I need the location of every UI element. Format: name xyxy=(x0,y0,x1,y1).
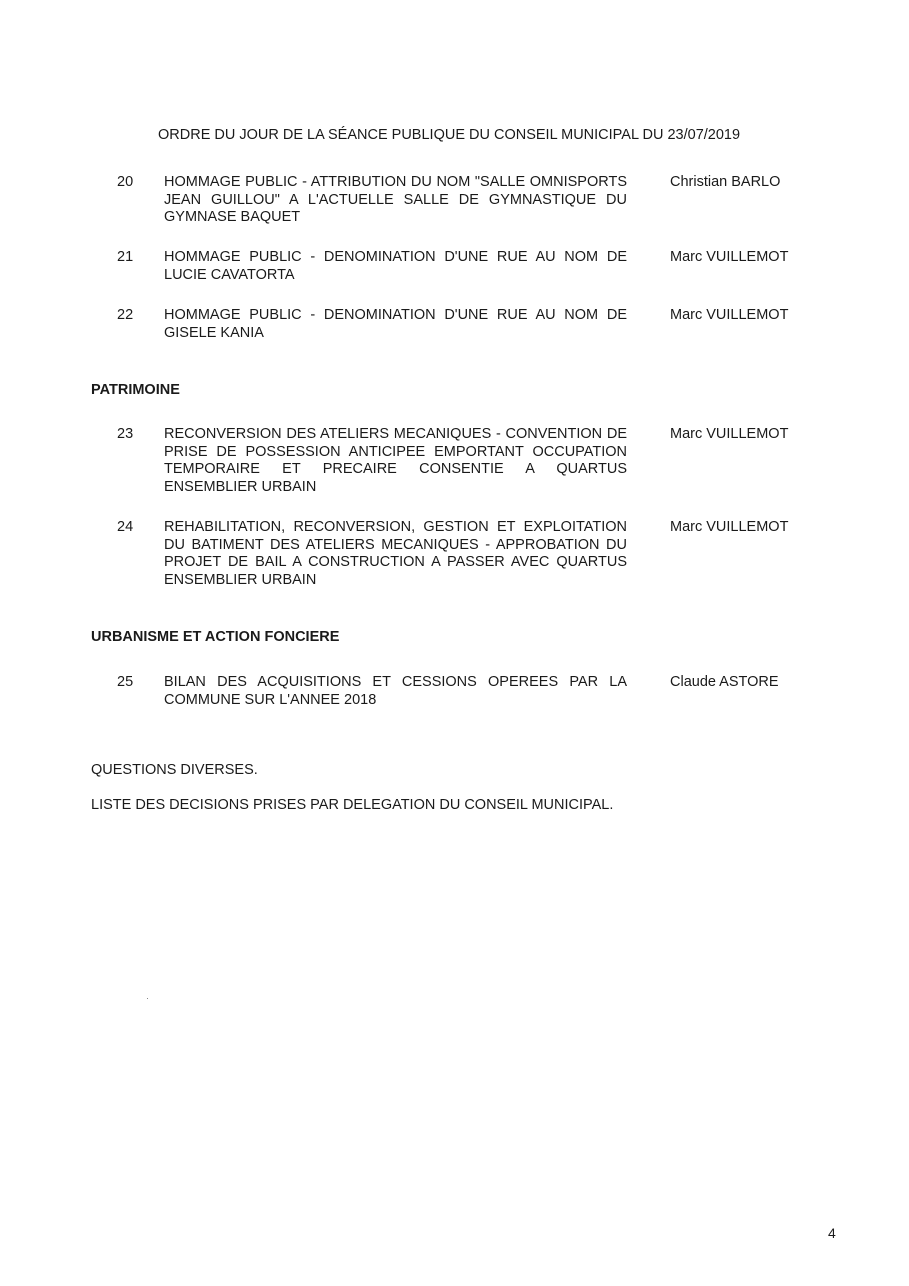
item-text: REHABILITATION, RECONVERSION, GESTION ET EXPLOITATION DU BATIMENT DES ATELIERS MECANIQUES - APPROBATION DU PROJET DE BAIL A CONSTRUCTION A PASSER AVEC QUARTUS ENSEMBLIER URBAIN xyxy=(164,519,627,588)
item-number: 25 xyxy=(117,674,134,690)
item-text: RECONVERSION DES ATELIERS MECANIQUES - CONVENTION DE PRISE DE POSSESSION ANTICIPEE EMPORTANT OCCUPATION TEMPORAIRE ET PRECAIRE CONSENTIE A QUARTUS ENSEMBLIER URBAIN xyxy=(164,426,627,495)
item-rapporteur: Marc VUILLEMOT xyxy=(670,426,789,442)
item-text: HOMMAGE PUBLIC - ATTRIBUTION DU NOM "SALLE OMNISPORTS JEAN GUILLOU" A L'ACTUELLE SALLE DE GYMNASTIQUE DU GYMNASE BAQUET xyxy=(164,174,627,225)
item-number: 23 xyxy=(117,426,134,442)
item-number: 20 xyxy=(117,174,134,190)
item-text: HOMMAGE PUBLIC - DENOMINATION D'UNE RUE AU NOM DE LUCIE CAVATORTA xyxy=(164,249,627,283)
item-number: 21 xyxy=(117,249,134,265)
item-number: 22 xyxy=(117,307,134,323)
item-text: HOMMAGE PUBLIC - DENOMINATION D'UNE RUE AU NOM DE GISELE KANIA xyxy=(164,307,627,341)
item-rapporteur: Claude ASTORE xyxy=(670,674,779,690)
questions-diverses: QUESTIONS DIVERSES. xyxy=(91,762,258,778)
scan-speck xyxy=(147,998,148,999)
page-title: ORDRE DU JOUR DE LA SÉANCE PUBLIQUE DU CONSEIL MUNICIPAL DU 23/07/2019 xyxy=(158,127,741,143)
item-rapporteur: Marc VUILLEMOT xyxy=(670,519,789,535)
item-rapporteur: Marc VUILLEMOT xyxy=(670,249,789,265)
section-heading: URBANISME ET ACTION FONCIERE xyxy=(91,629,340,645)
decisions-list: LISTE DES DECISIONS PRISES PAR DELEGATION DU CONSEIL MUNICIPAL. xyxy=(91,797,614,813)
item-text: BILAN DES ACQUISITIONS ET CESSIONS OPEREES PAR LA COMMUNE SUR L'ANNEE 2018 xyxy=(164,674,627,708)
item-number: 24 xyxy=(117,519,134,535)
item-rapporteur: Marc VUILLEMOT xyxy=(670,307,789,323)
page-number: 4 xyxy=(828,1225,836,1241)
section-heading: PATRIMOINE xyxy=(91,382,180,398)
item-rapporteur: Christian BARLO xyxy=(670,174,781,190)
